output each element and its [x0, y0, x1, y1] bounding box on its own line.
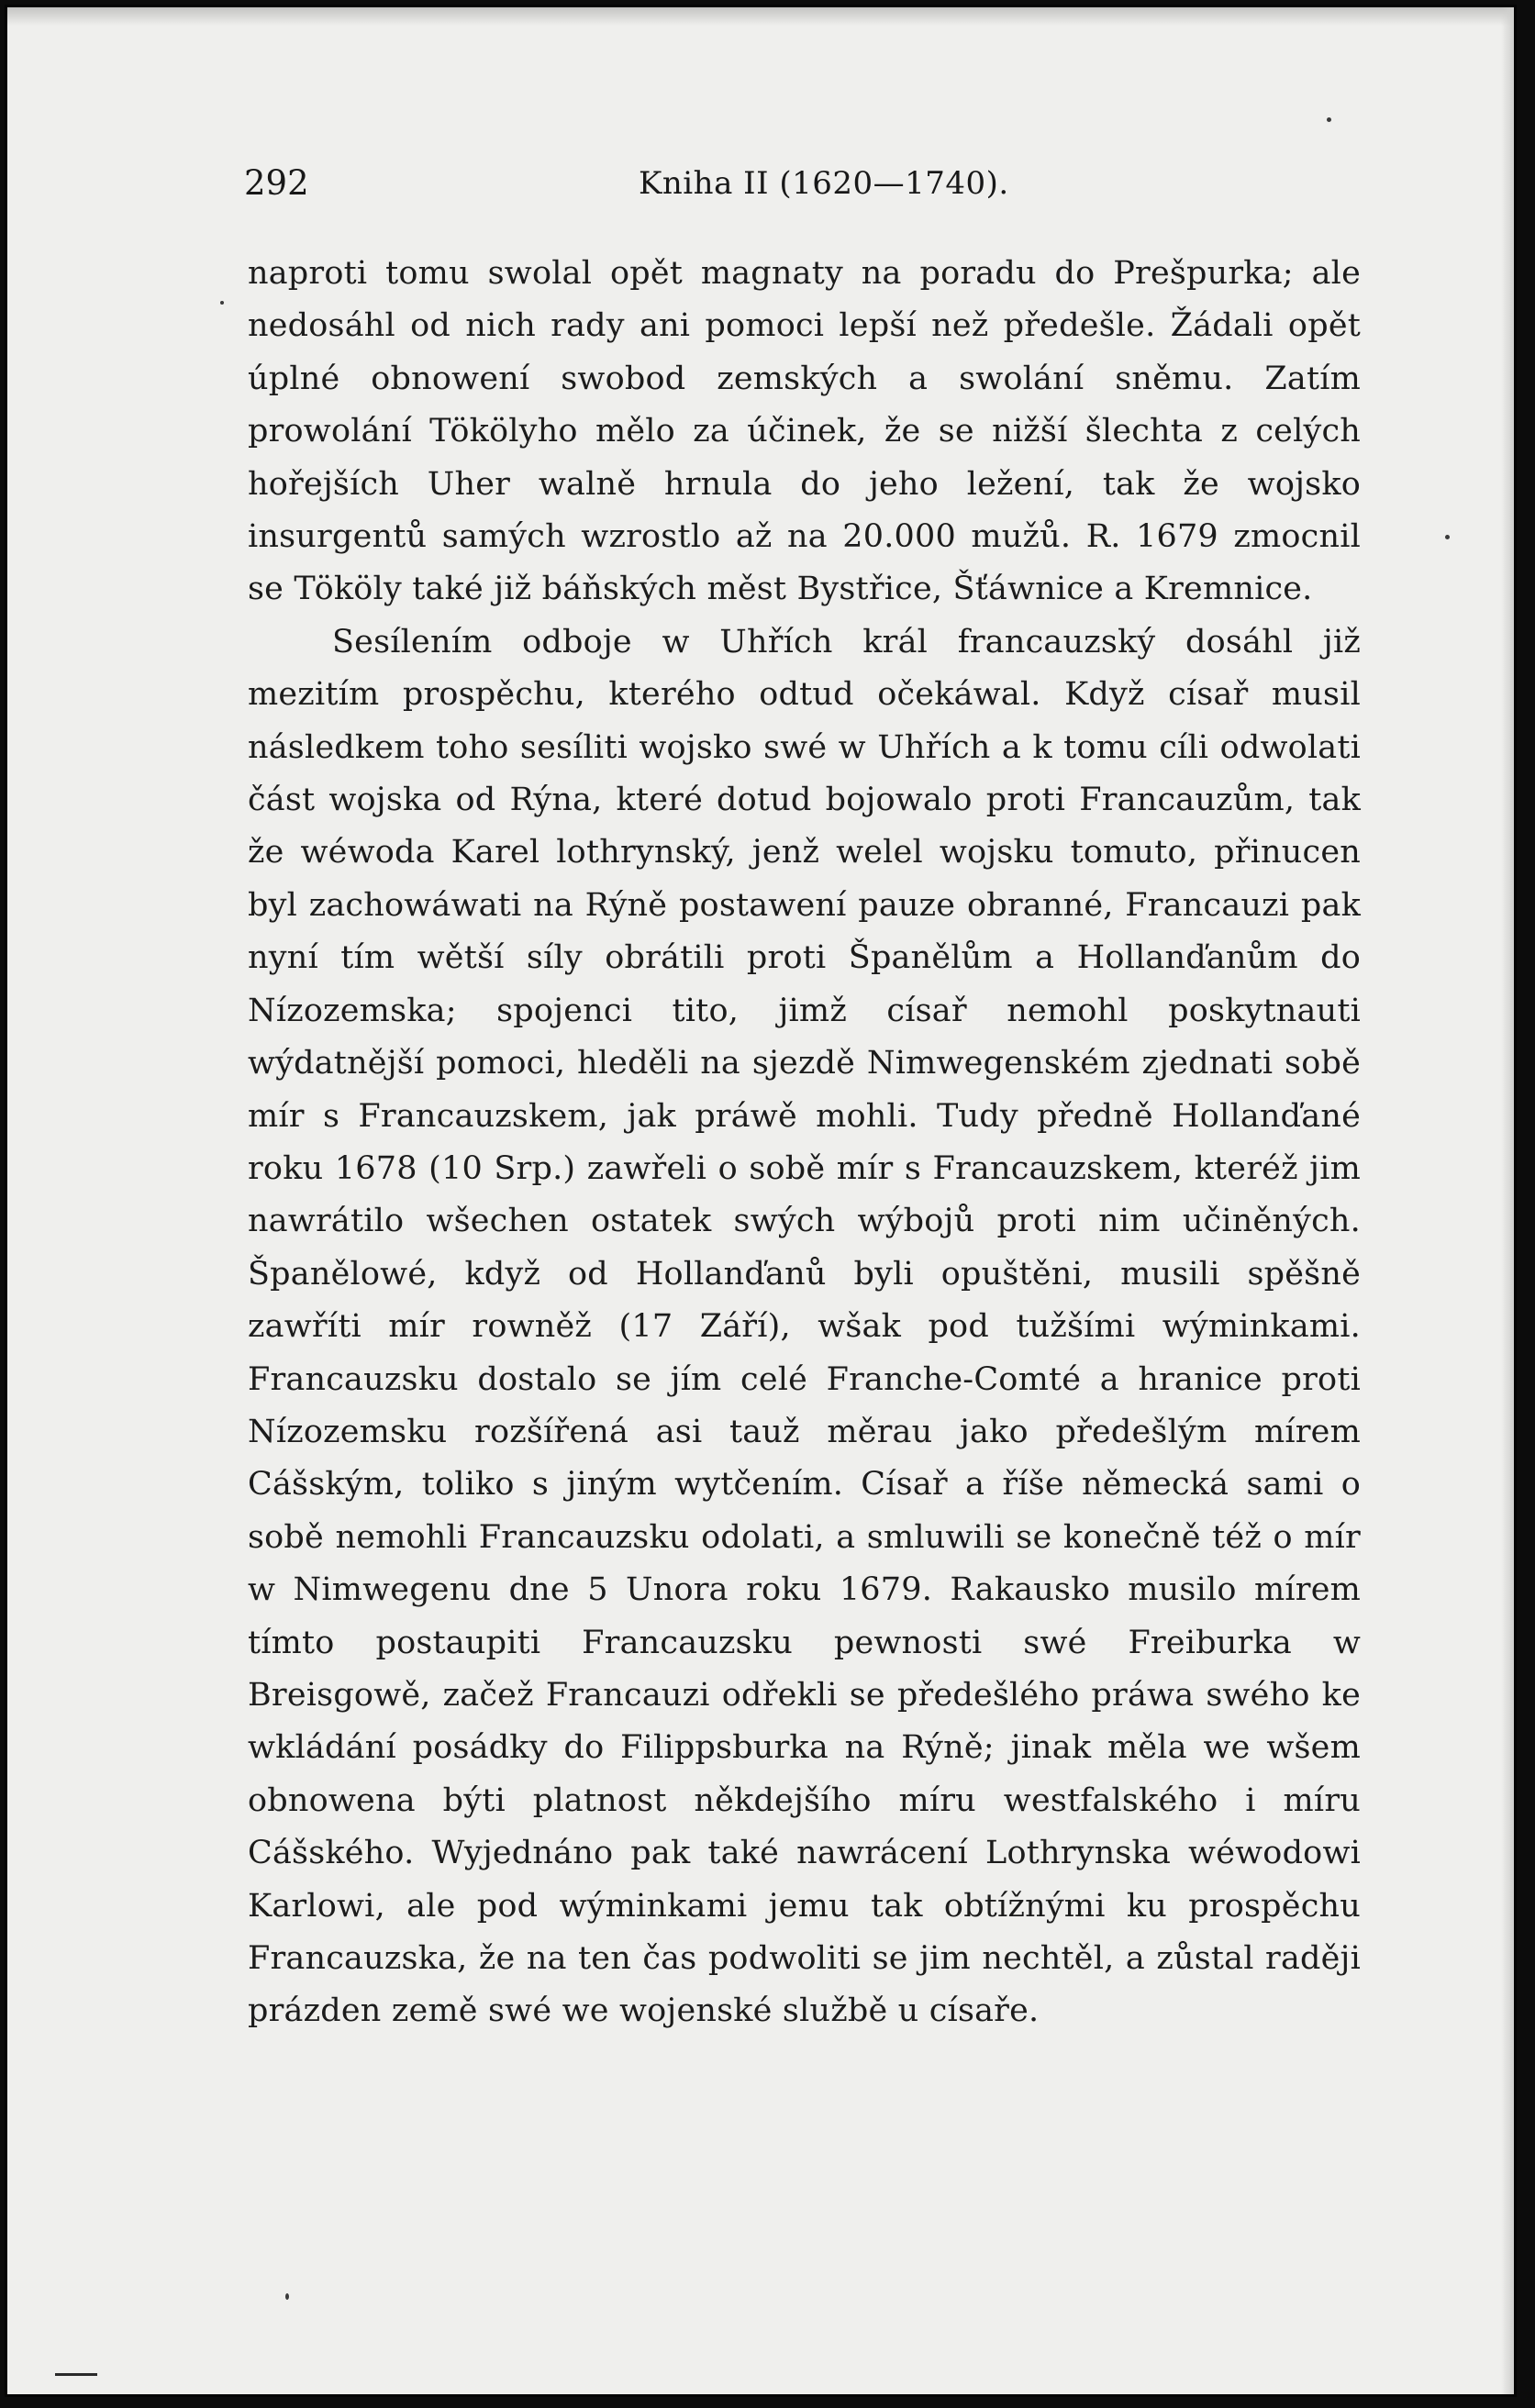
running-head	[244, 161, 1391, 205]
scan-mark	[55, 2373, 97, 2376]
book-page	[5, 5, 1517, 2397]
scan-speck	[220, 301, 224, 305]
paragraph: Sesílením odboje w Uhřích král francauzský dosáhl již mezitím prospěchu, kterého odtud očekáwal. Když císař musil následkem toho sesíliti wojsko swé w Uhřích a k tomu cíli odwolati část wojska od Rýna, které dotud bojowalo proti Francauzům, tak že wéwoda Karel lothrynský, jenž welel wojsku tomuto, přinucen byl zachowáwati na Rýně postawení pauze obranné, Francauzi pak nyní tím wětší síly obrátili proti Španělům a Hollanďanům do Nízozemska; spojenci tito, jimž císař nemohl poskytnauti wýdatnější pomoci, hleděli na sjezdě Nimwegenském zjednati sobě mír s Francauzskem, jak práwě mohli. Tudy předně Hollanďané roku 1678 (10 Srp.) zawřeli o sobě mír s Francauzskem, kteréž jim nawrátilo wšechen ostatek swých wýbojů proti nim učiněných. Španělowé, když od Hollanďanů byli opuštěni, musili spěšně zawříti mír rowněž (17 Září), wšak pod tužšími wýminkami. Francauzsku dostalo se jím celé Franche-Comté a hranice proti Nízozemsku rozšířená asi tauž měrau jako předešlým mírem Cášským, toliko s jiným wytčením. Císař a říše německá sami o sobě nemohli Francauzsku odolati, a smluwili se konečně též o mír w Nimwegenu dne 5 Unora roku 1679. Rakausko musilo mírem tímto postaupiti Francauzsku pewnosti swé Freiburka w Breisgowě, začež Francauzi odřekli se předešlého práwa swého ke wkládání posádky do Filippsburka na Rýně; jinak měla we wšem obnowena býti platnost někdejšího míru westfalského i míru Cášského. Wyjednáno pak také nawrácení Lothrynska wéwodowi Karlowi, ale pod wýminkami jemu tak obtížnými ku prospěchu Francauzska, že na ten čas podwoliti se jim nechtěl, a zůstal raději prázden země swé we wojenské službě u císaře.	[248, 623, 1361, 2030]
scan-speck	[1445, 535, 1450, 539]
scan-speck	[1327, 117, 1331, 122]
scan-speck	[285, 2293, 289, 2300]
paragraph-continued: naproti tomu swolal opět magnaty na poradu do Prešpurka; ale nedosáhl od nich rady ani pomoci lepší než předešle. Žádali opět úplné obnowení swobod zemských a swolání sněmu. Zatím prowolání Tökölyho mělo za účinek, že se nižší šlechta z celých hořejších Uher walně hrnula do jeho ležení, tak že wojsko insurgentů samých wzrostlo až na 20.000 mužů. R. 1679 zmocnil se Tököly také již báňských měst Bystřice, Šťáwnice a Kremnice.	[248, 255, 1361, 608]
page-number: 292	[244, 163, 309, 203]
running-title: Kniha II (1620—1740).	[639, 165, 1009, 202]
body-text	[248, 248, 1361, 2038]
